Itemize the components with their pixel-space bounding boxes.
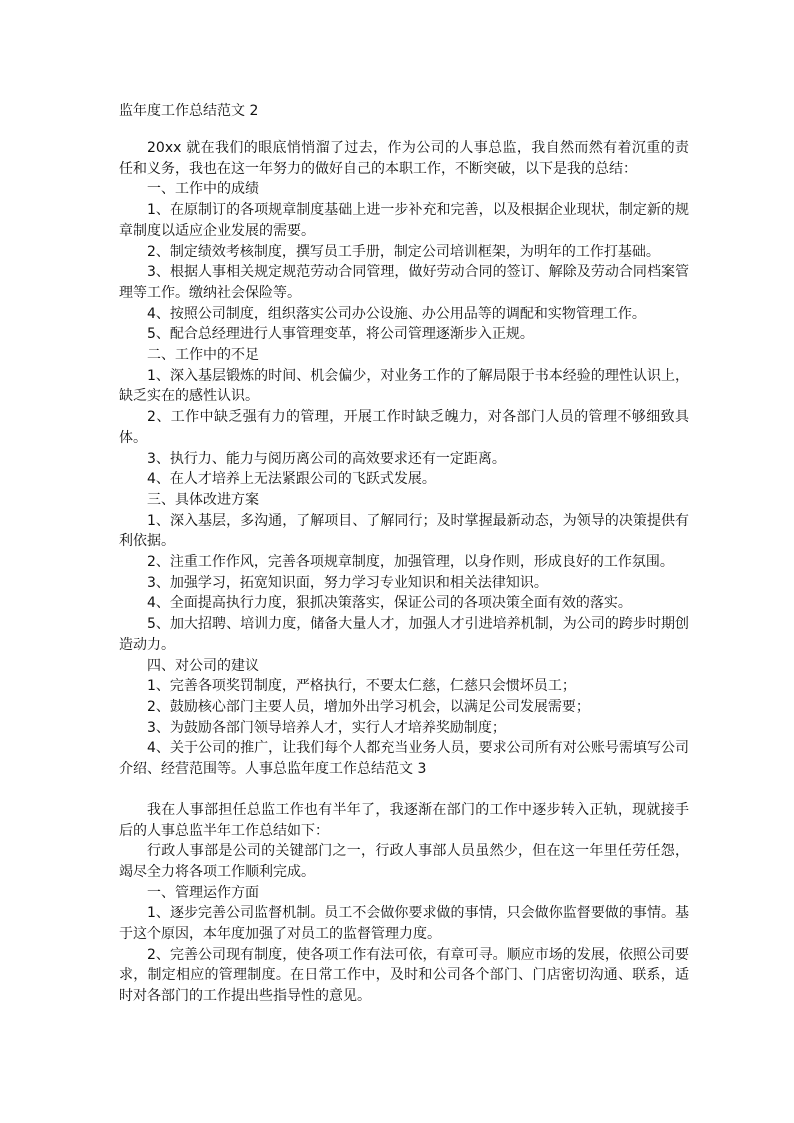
list-item: 3、加强学习，拓宽知识面，努力学习专业知识和相关法律知识。 [147, 574, 548, 591]
list-item: 4、全面提高执行力度，狠抓决策落实，保证公司的各项决策全面有效的落实。 [147, 595, 632, 612]
section-heading: 一、管理运作方面 [147, 884, 259, 901]
list-item: 3、根据人事相关规定规范劳动合同管理，做好劳动合同的签订、解除及劳动合同档案管理等工作。缴纳社会保险等。 [119, 264, 689, 301]
list-item: 2、完善公司现有制度，使各项工作有法可依，有章可寻。顺应市场的发展，依照公司要求，制定相应的管理制度。在日常工作中，及时和公司各个部门、门店密切沟通、联系，适时对各部门的工作提出些指导性的意见。 [119, 946, 689, 1005]
section-heading: 三、具体改进方案 [147, 491, 259, 508]
document-title: 监年度工作总结范文 2 [119, 103, 259, 119]
list-item: 3、为鼓励各部门领导培养人才，实行人才培养奖励制度； [147, 719, 506, 736]
list-item: 1、逐步完善公司监督机制。员工不会做你要求做的事情，只会做你监督要做的事情。基于这个原因，本年度加强了对员工的监督管理力度。 [119, 905, 689, 943]
list-item: 1、深入基层，多沟通，了解项目、了解同行；及时掌握最新动态，为领导的决策提供有利依据。 [119, 512, 689, 550]
list-item: 1、深入基层锻炼的时间、机会偏少，对业务工作的了解局限于书本经验的理性认识上，缺乏实在的感性认识。 [119, 367, 689, 405]
list-item: 3、执行力、能力与阅历离公司的高效要求还有一定距离。 [147, 450, 506, 467]
list-item: 1、完善各项奖罚制度，严格执行，不要太仁慈，仁慈只会惯坏员工； [147, 678, 576, 695]
list-item: 5、加大招聘、培训力度，储备大量人才，加强人才引进培养机制，为公司的跨步时期创造动力。 [119, 616, 689, 653]
list-item: 2、注重工作作风，完善各项规章制度，加强管理，以身作则，形成良好的工作氛围。 [147, 554, 674, 571]
section-heading: 一、工作中的成绩 [147, 181, 259, 198]
list-item: 2、工作中缺乏强有力的管理，开展工作时缺乏魄力，对各部门人员的管理不够细致具体。 [119, 409, 689, 446]
paragraph-intro: 我在人事部担任总监工作也有半年了，我逐渐在部门的工作中逐步转入正轨，现就接手后的人事总监半年工作总结如下： [119, 801, 689, 839]
list-item: 1、在原制订的各项规章制度基础上进一步补充和完善，以及根据企业现状，制定新的规章制度以适应企业发展的需要。 [119, 202, 689, 239]
document-body [119, 138, 689, 1007]
paragraph: 行政人事部是公司的关键部门之一，行政人事部人员虽然少，但在这一年里任劳任怨，竭尽全力将各项工作顺利完成。 [119, 843, 689, 880]
list-item: 4、关于公司的推广，让我们每个人都充当业务人员，要求公司所有对公账号需填写公司介绍、经营范围等。人事总监年度工作总结范文 3 [119, 740, 689, 778]
list-item: 5、配合总经理进行人事管理变革，将公司管理逐渐步入正规。 [147, 326, 534, 343]
list-item: 4、在人才培养上无法紧跟公司的飞跃式发展。 [147, 471, 436, 488]
list-item: 2、制定绩效考核制度，撰写员工手册，制定公司培训框架，为明年的工作打基础。 [147, 243, 660, 260]
list-item: 4、按照公司制度，组织落实公司办公设施、办公用品等的调配和实物管理工作。 [147, 305, 646, 322]
paragraph-intro: 20xx 就在我们的眼底悄悄溜了过去，作为公司的人事总监，我自然而然有着沉重的责任和义务，我也在这一年努力的做好自己的本职工作，不断突破，以下是我的总结： [119, 140, 689, 177]
list-item: 2、鼓励核心部门主要人员，增加外出学习机会，以满足公司发展需要； [147, 698, 590, 715]
section-heading: 二、工作中的不足 [147, 347, 259, 364]
section-heading: 四、对公司的建议 [147, 657, 259, 674]
